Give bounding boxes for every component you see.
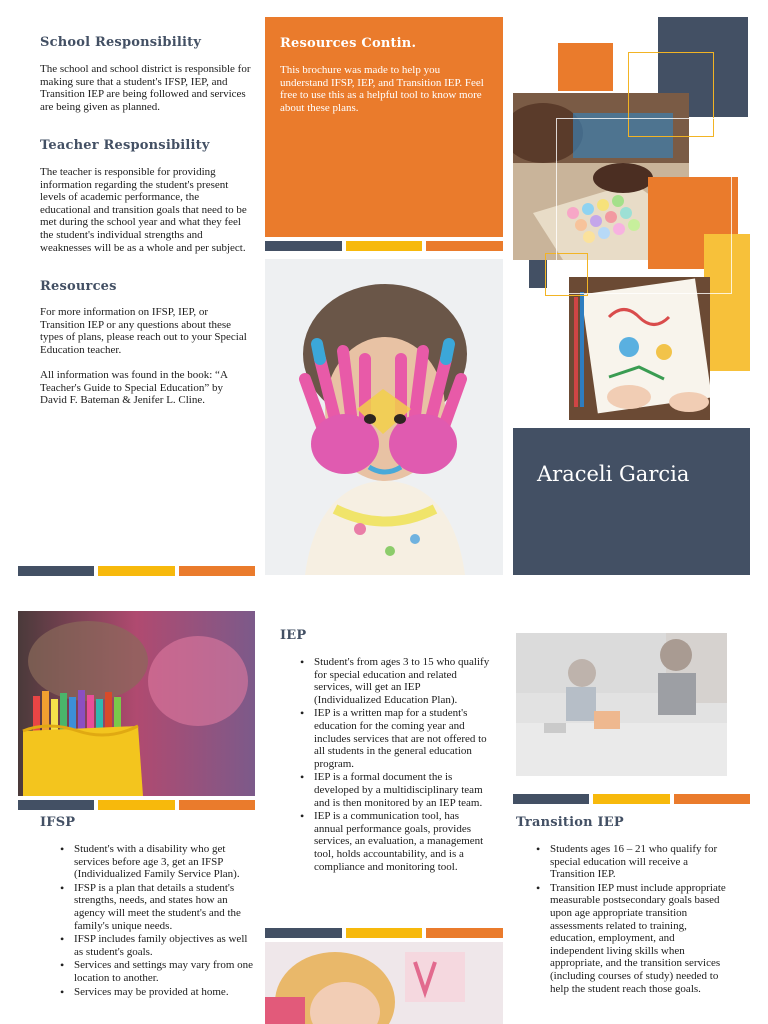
list-item: • Services may be provided at home. xyxy=(58,986,254,999)
ifsp-list xyxy=(58,843,254,999)
list-item: • IFSP is a plan that details a student's strengths, needs, and states how an agency will meet the student's and the family's unique needs. xyxy=(58,882,254,932)
resources-contin-text: This brochure was made to help you understand IFSP, IEP, and Transition IEP. Feel free to use this as a helpful tool to know more about these plans. xyxy=(280,64,484,114)
school-responsibility-text: The school and school district is responsible for making sure that a student's IFSP, IEP, and Transition IEP are being followed and services are being given as planned. xyxy=(40,63,251,113)
list-item: • Student's from ages 3 to 15 who qualify for special education and related services, will get an IEP (Individualized Education Plan). xyxy=(298,656,490,706)
list-item: • Students ages 16 – 21 who qualify for special education will receive a Transition IEP. xyxy=(534,843,730,881)
list-item: • IEP is a written map for a student's education for the coming year and includes services that are not offered to all students in the general education program. xyxy=(298,707,490,770)
list-item: • IFSP includes family objectives as well as student's goals. xyxy=(58,933,254,958)
teacher-responsibility-text: The teacher is responsible for providing information regarding the student's present levels of academic performance, the educational and transition goals that need to be met during the school year and what they feel the student's individual strengths and weaknesses will be as a whole and per subject. xyxy=(40,166,247,254)
resources-contin-heading: Resources Contin. xyxy=(280,36,417,51)
color-bars xyxy=(18,800,255,810)
girl-photo xyxy=(265,942,503,1024)
iep-heading: IEP xyxy=(280,628,307,643)
iep-list xyxy=(298,656,490,874)
list-item: • Services and settings may vary from one location to another. xyxy=(58,959,254,984)
painted-hands-photo xyxy=(265,259,503,575)
transition-iep-list xyxy=(534,843,730,996)
resources-contin-box xyxy=(265,17,503,237)
resources-source-text: All information was found in the book: “A Teacher's Guide to Special Education” by David F. Bateman & Jenifer L. Cline. xyxy=(40,369,228,407)
color-bars xyxy=(265,241,503,251)
kids-playing-photo xyxy=(516,633,727,776)
white-outline-frame xyxy=(556,118,732,294)
orange-decor-square xyxy=(558,43,613,91)
list-item: • IEP is a formal document the is developed by a multidisciplinary team and is then monitored by an IEP team. xyxy=(298,771,490,809)
list-item: • IEP is a communication tool, has annual performance goals, provides services, an evaluation, a management tool, holds accountability, and is a compliance and monitoring tool. xyxy=(298,810,490,873)
author-name: Araceli Garcia xyxy=(537,462,690,486)
list-item: • Transition IEP must include appropriate measurable postsecondary goals based upon age appropriate transition assessments related to training, education, employment, and independent living skills when appropriate, and the transition services (including courses of study) needed to help the student reach those goals. xyxy=(534,882,730,995)
color-bars xyxy=(18,566,255,576)
list-item: • Student's with a disability who get services before age 3, get an IFSP (Individualized Family Service Plan). xyxy=(58,843,254,881)
school-responsibility-heading: School Responsibility xyxy=(40,35,202,50)
name-box xyxy=(513,428,750,575)
transition-iep-heading: Transition IEP xyxy=(516,815,624,830)
crayons-photo xyxy=(18,611,255,796)
resources-heading: Resources xyxy=(40,279,117,294)
color-bars xyxy=(513,794,750,804)
ifsp-heading: IFSP xyxy=(40,815,76,830)
color-bars xyxy=(265,928,503,938)
drawing-photo xyxy=(569,277,710,420)
resources-text: For more information on IFSP, IEP, or Transition IEP or any questions about these types of plans, please reach out to your Special Education teacher. xyxy=(40,306,247,356)
teacher-responsibility-heading: Teacher Responsibility xyxy=(40,138,210,153)
